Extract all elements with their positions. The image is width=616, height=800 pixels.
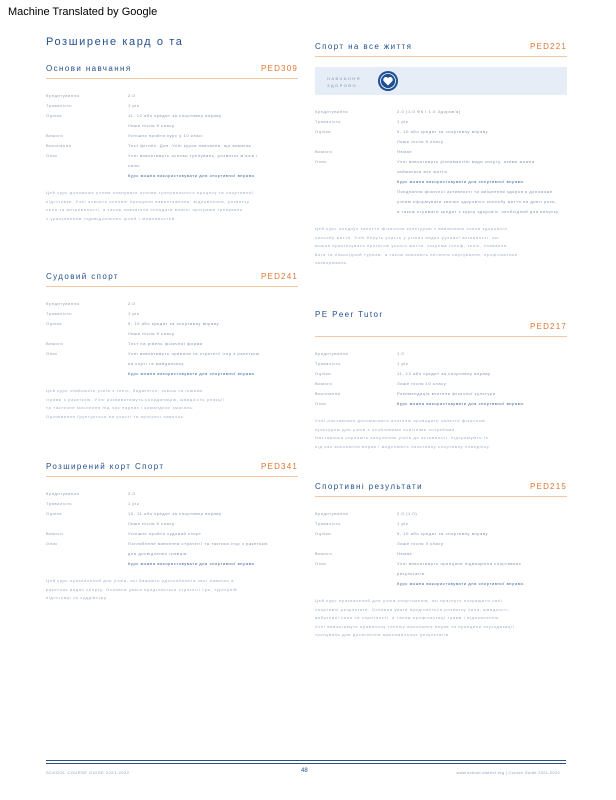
course-info-table <box>46 299 298 379</box>
footer-rule <box>46 760 566 761</box>
description-line: підготовки. Учні освоять основні принципи навантаження, відновлення, розвитку <box>46 198 250 204</box>
info-label: Тривалість <box>315 521 342 526</box>
info-label: Оцінки <box>46 511 63 516</box>
description-line: іграми з ракеткою. Учні розвиватимуть координацію, швидкість реакції <box>46 396 225 402</box>
info-value <box>397 399 567 409</box>
description-line: Наставники сприяють залученню учнів до активності, підтримують їх <box>315 435 489 441</box>
info-line: 11, 12 або кредит за спортивну вправу <box>397 371 491 376</box>
info-line: займатися все життя. <box>397 169 449 174</box>
machine-translation-banner: Machine Translated by Google <box>8 6 158 18</box>
info-row <box>46 299 298 309</box>
description-line: Цей курс призначений для учнів, які бажають удосконалити свої навички в <box>46 578 235 583</box>
info-value <box>397 529 567 549</box>
info-line: 2.0 (1.0) <box>397 511 418 516</box>
info-value <box>397 509 567 519</box>
description-line: Оцінювання ґрунтується на участі та прогресі навичок. <box>46 413 186 419</box>
info-line: Лише після 9 класу <box>397 541 444 546</box>
info-value <box>128 499 298 509</box>
course-block <box>46 460 298 603</box>
info-line: Поєднання фізичної активності та зміцнення здоров'я допоможе <box>397 189 553 194</box>
info-row <box>46 111 298 131</box>
info-line: Лише після 9 класу <box>128 521 175 526</box>
info-label: Тривалість <box>46 103 73 108</box>
info-value <box>397 549 567 559</box>
info-value <box>128 151 298 181</box>
description-line: вибухової сили та спритності, а також профілактиці травм і відновленню. <box>315 615 501 621</box>
info-line: 1 рік <box>397 119 409 124</box>
info-label: Кредитування <box>46 491 80 496</box>
info-line: 1 рік <box>397 521 409 526</box>
info-value <box>128 509 298 529</box>
info-row <box>315 349 567 359</box>
info-label: Тривалість <box>315 361 342 366</box>
info-label: Вимоги <box>46 133 64 138</box>
info-value <box>128 131 298 141</box>
info-row <box>315 157 567 217</box>
description-line: захворювань. <box>315 260 349 266</box>
info-line: 11, 12 або кредит за спортивну вправу <box>128 113 222 118</box>
description-line: способу життя. Учні беруть участь у різних видах рухової активності, які <box>315 234 500 240</box>
info-value <box>397 147 567 157</box>
course-title: Судовий спорт <box>46 272 119 281</box>
course-code: PED341 <box>261 462 298 471</box>
info-label: Кредитування <box>315 109 349 114</box>
info-value <box>397 117 567 127</box>
info-line: для досвідчених гравців. <box>128 551 189 556</box>
info-label: Вимоги <box>315 149 333 154</box>
info-label: Тривалість <box>315 119 342 124</box>
info-row <box>315 559 567 589</box>
info-line: 1 рік <box>397 361 409 366</box>
info-row <box>315 389 567 399</box>
info-label: Вимоги <box>46 341 64 346</box>
info-line: Тест на рівень фізичної форми <box>128 341 203 346</box>
info-value <box>128 319 298 339</box>
info-label: Виконання <box>315 391 341 396</box>
info-value <box>128 111 298 131</box>
course-description <box>315 597 567 640</box>
footer-right-text: www.school-district.org | Course Guide 2021-2022 <box>456 770 560 775</box>
course-description <box>46 577 298 603</box>
course-title: Розширений корт Спорт <box>46 462 165 471</box>
course-credit-note: Курс можна використовувати для спортивної вправи. <box>128 561 256 566</box>
info-value <box>128 309 298 319</box>
description-line: Учні вивчатимуть правильну техніку виконання вправ та принципи періодизації <box>315 623 515 629</box>
info-value <box>397 107 567 117</box>
course-title: Спортивні результати <box>315 482 423 491</box>
info-row <box>315 399 567 409</box>
info-label: Опис <box>315 561 327 566</box>
description-line: Цей курс знайомить учнів з теніс, бадмінтон, сквош та іншими <box>46 388 204 393</box>
course-code: PED215 <box>530 482 567 491</box>
info-row <box>315 519 567 529</box>
info-label: Вимоги <box>315 381 333 386</box>
course-header <box>315 480 567 497</box>
info-row <box>46 141 298 151</box>
info-value <box>128 91 298 101</box>
info-line: 2.0 <box>128 301 136 306</box>
info-value <box>128 529 298 539</box>
description-line: Цей курс поєднує заняття фізичною культурою з вивченням основ здорового <box>315 226 508 231</box>
info-line: Учні вивчатимуть принципи підвищення спортивних <box>397 561 522 566</box>
info-value <box>397 359 567 369</box>
course-title: Спорт на все життя <box>315 42 413 51</box>
course-code: PED241 <box>261 272 298 281</box>
info-row <box>315 549 567 559</box>
course-block <box>315 480 567 640</box>
info-value <box>397 559 567 589</box>
course-code: PED221 <box>530 42 567 51</box>
info-line: Учні вивчатимуть різноманітні види спорту, якими можна <box>397 159 535 164</box>
description-line: можна практикувати протягом усього життя, зокрема гольф, теніс, плавання, <box>315 243 509 249</box>
course-title: Основи навчання <box>46 64 132 73</box>
course-credit-note: Курс можна використовувати для спортивної вправи. <box>397 401 525 406</box>
description-line: Учні-наставники допомагають вчителю проводити заняття фізичною <box>315 418 486 423</box>
info-row <box>46 101 298 111</box>
info-line: Успішно пройти судовий спорт <box>128 531 202 536</box>
course-header <box>46 270 298 287</box>
info-line: Лише після 9 класу <box>397 139 444 144</box>
description-line: та тактичне мислення під час парних і командних змагань. <box>46 405 195 411</box>
info-line: Лише після 10 класу <box>397 381 447 386</box>
info-label: Виконання <box>46 143 72 148</box>
info-row <box>315 509 567 519</box>
info-row <box>315 117 567 127</box>
page-title: Розширене кард о та <box>46 36 184 48</box>
info-line: Рекомендація вчителя фізичної культури <box>397 391 496 396</box>
footer-rule <box>46 763 566 764</box>
info-value <box>128 339 298 349</box>
course-block <box>315 308 567 451</box>
course-description <box>315 225 567 268</box>
course-block <box>46 62 298 223</box>
info-label: Кредитування <box>46 93 80 98</box>
info-line: 10, 11 або кредит за спортивну вправу <box>128 511 222 516</box>
info-line: 1 рік <box>128 103 140 108</box>
info-row <box>46 539 298 569</box>
description-line: під час виконання вправ і моделюють позитивну спортивну поведінку. <box>315 443 491 449</box>
info-line: 2.0 <box>128 491 136 496</box>
info-line: 2.0 <box>128 93 136 98</box>
info-line: на корті та майданчику. <box>128 361 186 366</box>
course-code: PED309 <box>261 64 298 73</box>
info-row <box>46 91 298 101</box>
course-header <box>46 460 298 477</box>
info-row <box>46 309 298 319</box>
course-info-table <box>46 91 298 181</box>
info-line: результатів. <box>397 571 427 576</box>
info-line: Поглиблене вивчення стратегії та тактики ігор з ракеткою <box>128 541 268 546</box>
info-label: Вимоги <box>315 551 333 556</box>
info-line: 9, 10 або кредит за спортивну вправу <box>397 129 489 134</box>
course-info-table <box>315 107 567 217</box>
info-value <box>128 539 298 569</box>
info-label: Кредитування <box>315 351 349 356</box>
info-line: 9, 10 або кредит за спортивну вправу <box>397 531 489 536</box>
info-line: 1 рік <box>128 501 140 506</box>
info-line: 2.0 (1.0 ФК і 1.0 Здоров'я) <box>397 109 461 114</box>
info-value <box>128 299 298 309</box>
info-line: сили. <box>128 163 141 168</box>
info-value <box>128 141 298 151</box>
info-value <box>397 519 567 529</box>
info-value <box>128 489 298 499</box>
info-line: Тест фітнес. Доп. Усні курси навчання, що вимагає <box>128 143 252 148</box>
info-label: Опис <box>46 541 58 546</box>
info-row <box>315 359 567 369</box>
course-block <box>46 270 298 421</box>
course-credit-note: Курс можна використовувати для спортивної вправи. <box>128 371 256 376</box>
info-label: Оцінки <box>315 371 332 376</box>
course-description <box>46 387 298 421</box>
info-value <box>128 349 298 379</box>
health-note-box <box>315 67 567 95</box>
info-row <box>46 529 298 539</box>
info-line: Учні вивчатимуть основи тренувань, розвиток м'язів і <box>128 153 258 158</box>
course-title: PE Peer Tutor <box>315 310 384 319</box>
course-code: PED217 <box>530 322 567 331</box>
course-credit-note: Курс можна використовувати для спортивної вправи. <box>128 173 256 178</box>
course-credit-note: Курс можна використовувати для спортивної вправи. <box>397 179 525 184</box>
info-line: Немає <box>397 149 413 154</box>
info-line: 1.0 <box>397 351 405 356</box>
info-label: Опис <box>315 159 327 164</box>
description-line: з урахуванням індивідуальних цілей і можливостей. <box>46 215 177 221</box>
info-row <box>315 147 567 157</box>
footer-left-text: SCHOOL COURSE GUIDE 2021-2022 <box>46 770 130 775</box>
description-line: ракетних видах спорту. Основна увага приділяється стратегії гри, турнірній <box>46 586 238 592</box>
course-header <box>46 62 298 79</box>
info-row <box>46 339 298 349</box>
info-label: Оцінки <box>315 531 332 536</box>
info-row <box>46 319 298 339</box>
course-info-table <box>315 349 567 409</box>
info-value <box>397 349 567 359</box>
info-line: Успішно пройти курс у 10 класі <box>128 133 204 138</box>
note-line: ЗДОРОВО <box>327 83 358 88</box>
info-value <box>397 389 567 399</box>
info-label: Опис <box>46 351 58 356</box>
description-line: культурою для учнів з особливими освітніми потребами. <box>315 426 457 432</box>
description-line: йога та пішохідний туризм, а також вивчають питання харчування, профілактики <box>315 251 518 257</box>
info-row <box>46 131 298 141</box>
info-line: 9, 10 або кредит за спортивну вправу <box>128 321 220 326</box>
info-value <box>128 101 298 111</box>
info-label: Опис <box>315 401 327 406</box>
page-number: 48 <box>301 768 308 774</box>
heart-health-icon <box>377 70 399 92</box>
course-block <box>315 40 567 268</box>
course-info-table <box>46 489 298 569</box>
course-credit-note: Курс можна використовувати для спортивної вправи. <box>397 581 525 586</box>
note-line: НАВЧАННЯ <box>327 76 362 81</box>
info-label: Кредитування <box>315 511 349 516</box>
description-line: спортивні результати. Основна увага приділяється розвитку сили, швидкості, <box>315 606 511 612</box>
info-row <box>315 529 567 549</box>
info-line: Лише після 9 класу <box>128 331 175 336</box>
info-label: Оцінки <box>46 113 63 118</box>
description-line: сили та витривалості, а також навчаться складати власні програми тренувань <box>46 207 243 213</box>
course-header <box>315 40 567 57</box>
info-line: учням сформувати звички здорового способу життя на довгі роки, <box>397 199 557 204</box>
info-row <box>315 379 567 389</box>
info-row <box>315 107 567 117</box>
info-row <box>46 349 298 379</box>
course-info-table <box>315 509 567 589</box>
info-label: Вимоги <box>46 531 64 536</box>
info-row <box>46 489 298 499</box>
info-line: а також отримати кредит з курсу здоров'я, необхідний для випуску. <box>397 209 561 214</box>
info-label: Оцінки <box>315 129 332 134</box>
health-note-text <box>327 75 361 89</box>
info-value <box>397 379 567 389</box>
info-row <box>46 509 298 529</box>
description-line: Цей курс допоможе учням опанувати основи тренувального процесу та спортивної <box>46 190 254 195</box>
info-row <box>315 369 567 379</box>
info-value <box>397 127 567 147</box>
info-row <box>46 499 298 509</box>
course-description <box>46 189 298 223</box>
info-label: Опис <box>46 153 58 158</box>
info-value <box>397 369 567 379</box>
course-description <box>315 417 567 451</box>
description-line: Цей курс призначений для учнів-спортсменів, які прагнуть покращити свої <box>315 598 503 603</box>
info-line: 1 рік <box>128 311 140 316</box>
info-row <box>46 151 298 181</box>
info-value <box>397 157 567 217</box>
info-row <box>315 127 567 147</box>
course-header <box>315 308 567 337</box>
info-line: Немає <box>397 551 413 556</box>
description-line: підготовці та суддівству. <box>46 595 109 601</box>
info-line: Учні вивчатимуть правила та стратегії ігор з ракеткою <box>128 351 260 356</box>
info-label: Кредитування <box>46 301 80 306</box>
info-label: Оцінки <box>46 321 63 326</box>
info-label: Тривалість <box>46 501 73 506</box>
description-line: тренувань для досягнення максимальних результатів. <box>315 632 451 638</box>
info-label: Тривалість <box>46 311 73 316</box>
info-line: Лише після 9 класу <box>128 123 175 128</box>
